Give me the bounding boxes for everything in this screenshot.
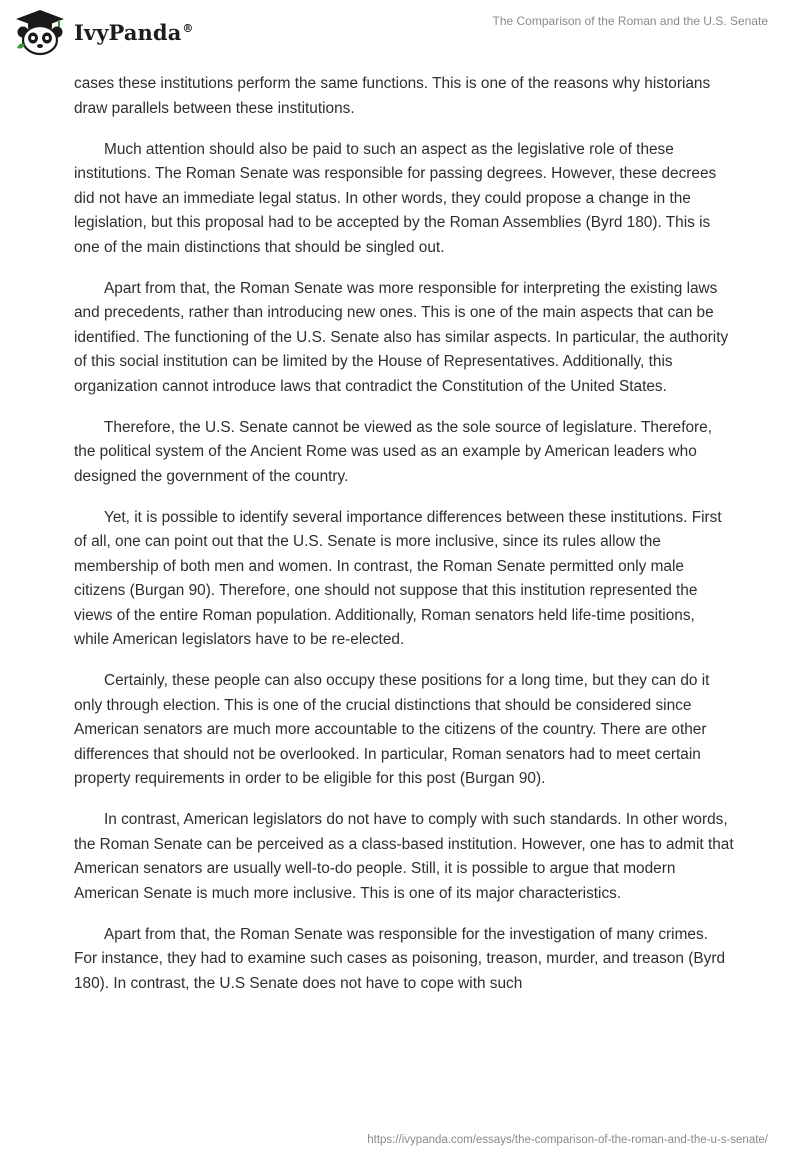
registered-mark: ® [182,21,194,35]
brand-name: IvyPanda® [74,19,194,45]
brand-logo[interactable] [14,8,194,56]
paragraph-7: In contrast, American legislators do not have to comply with such standards. In other words, the Roman Senate can be perceived as a class-based institution. However, one has to admit that American senators are usually well-to-do people. Still, it is possible to argue that modern American Senate is much more inclusive. This is one of its major characteristics. [74,811,734,902]
paragraph-2: Much attention should also be paid to such an aspect as the legislative role of these institutions. The Roman Senate was responsible for passing degrees. However, these decrees did not have an immediate legal status. In other words, they could propose a change in the legislation, but this proposal had to be accepted by the Roman Assemblies (Byrd 180). This is one of the main distinctions that should be singled out. [74,140,717,256]
document-title: The Comparison of the Roman and the U.S. Senate [492,14,768,28]
essay-body [74,72,734,1013]
paragraph-6: Certainly, these people can also occupy these positions for a long time, but they can do it only through election. This is one of the crucial distinctions that should be considered since American senators are much more accountable to the citizens of the country. There are other differences that should not be overlooked. In particular, Roman senators had to meet certain property requirements in order to be eligible for this post (Burgan 90). [74,672,710,787]
paragraph-1: cases these institutions perform the same functions. This is one of the reasons why historians draw parallels between these institutions. [74,75,711,117]
source-url[interactable]: https://ivypanda.com/essays/the-comparison-of-the-roman-and-the-u-s-senate/ [367,1134,768,1146]
paragraph-5: Yet, it is possible to identify several importance differences between these institutions. First of all, one can point out that the U.S. Senate is more inclusive, since its rules allow the membership of both men and women. In contrast, the Roman Senate permitted only male citizens (Burgan 90). Therefore, one should not suppose that this institution represented the views of the entire Roman population. Additionally, Roman senators held life-time positions, while American legislators have to be re-elected. [74,508,722,648]
panda-graduate-icon [14,8,66,56]
page-header [0,0,800,64]
paragraph-4: Therefore, the U.S. Senate cannot be viewed as the sole source of legislature. Therefore, the political system of the Ancient Rome was used as an example by American leaders who designed the government of the country. [74,418,712,485]
paragraph-8: Apart from that, the Roman Senate was responsible for the investigation of many crimes. For instance, they had to examine such cases as poisoning, treason, murder, and treason (Byrd 180). In contrast, the U.S Senate does not have to cope with such [74,925,726,992]
paragraph-3: Apart from that, the Roman Senate was more responsible for interpreting the existing laws and precedents, rather than introducing new ones. This is one of the main aspects that can be identified. The functioning of the U.S. Senate also has similar aspects. In particular, the authority of this social institution can be limited by the House of Representatives. Additionally, this organization cannot introduce laws that contradict the Constitution of the United States. [74,279,729,395]
